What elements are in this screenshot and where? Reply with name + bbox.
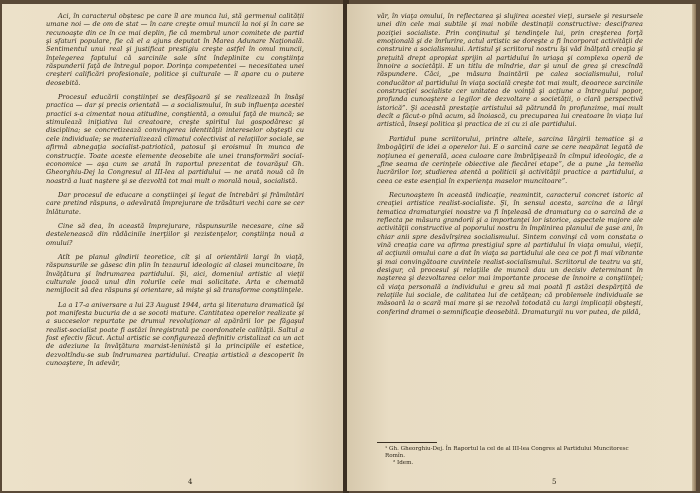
paragraph: Recunoaştem în această indicaţie, reamintit, caracterul concret istoric al creaţiei artistice realist-socialiste. Şi, în sensul acesta, sarcina de a lărgi tematica dramaturgiei noastre va fi înţeleasă de dramaturg ca o sarcină de a reflecta pe măsura grandorii şi a importanţei lor istorice, aspectele majore ale activităţii constructive al poporului nostru în împlinirea planului de şase ani, în chiar anii spre desăvîrşirea socialismului. Sintem convinşi că vom constata o vină creaţia care va afirma prestigiul spre al partidului în viaţa omului, vieţii, al acţiunii omului care a dat în viaţa sa partidului ale cea ce pot fi mai vibrante şi mai convingătoare cuvintele realist-socialismului. Scriitorul de teatru va şti, desigur, că procesul şi relaţiile de muncă dau un decisiv determinant în naşterea şi dezvoltarea celor mai importante procese de înnoire a conştiinţei; că viaţa personală a individului e greu să mai poată fi astăzi despărţită de relaţiile lui sociale, de calitatea lui de cetăţean; că problemele individuale se măsoară la o scară mai mare şi se rezolvă totodată cu largi implicaţii obşteşti, conferind dramei o semnificaţie deosebită. Dramaturgii nu vor putea, de pildă, (377, 190, 643, 316)
paragraph: Aci, în caracterul obștesc pe care îl are munca lui, stă germenul calității umane noi — de om de stat — în care creşte omul muncii la noi şi în care se recunoaşte din ce în ce mai deplin, fie că membrul unor comitete de partid şi sfaturi populare, fie că el a ajuns deputat în Marea Adunare Naţională. Sentimentul unui real şi justificat prestigiu creşte astfel în omul muncii, înţelegerea faptului că sarcinile sale sînt îndeplinite cu conştiinţa răspunderii faţă de întregul popor. Dorinţa competentei — necesitatea unei creşteri calificări profesionale, politice şi culturale — îl apare cu o putere deosebită. (46, 12, 304, 87)
footnotes (385, 446, 635, 467)
footnote: ¹ Gh. Gheorghiu-Dej. În Raportul la cel de al III-lea Congres al Partidului Muncitoresc Romîn. (385, 446, 629, 459)
paragraph: La a 17-a aniversare a lui 23 August 1944, arta şi literatura dramatică îşi pot manifesta bucuria de a se socoti mature. Cantitatea operelor realizate şi a succeselor repurtate pe drumul revoluţionar al apărării lor pe făgaşul realist-socialist poate fi astăzi înregistrată pe coordonatele calităţii. Saltul a fost efectiv făcut. Actul artistic se configurează definitiv cristalizat ca un act de adeziune la învăţătura marxist-leninistă şi la principiile ei estetice, dezvoltîndu-se sub îndrumarea partidului. Creaţia artistică a descoperit în cunoaştere, în adevăr, (46, 300, 304, 368)
footnote-rule (377, 442, 437, 443)
left-page-body (46, 12, 304, 367)
paragraph: Atît pe planul gîndirii teoretice, cît şi al orientării largi în viaţă, răspunsurile se găsesc din plin în tezaurul ideologic al clasei muncitoare, în învăţătura şi îndrumarea partidului. Şi, aici, domeniul artistic al vieţii culturale joacă unul din rolurile cele mai solicitate. Arta e chemată nemijlocit să dea răspuns şi orientare, să mişte şi să transforme conştiinţele. (46, 252, 304, 295)
paragraph: Procesul educării conştiinţei se desfăşoară şi se realizează în însăşi practica — dar şi precis orientată — a socialismului, în sub influenţa acestei practici s-a cimentat noua atitudine, conştientă, a omului faţă de muncă; se stimulează iniţiativa lui creatoare, creşte spiritul lui gospodăresc şi disciplina; se concretizează convingerea identităţii intereselor obşteşti cu cele individuale; se materializează climatul colectivist al relaţiilor sociale, se afirmă abnegaţia socialist-patriotică, patosul şi eroismul în munca de construcţie. Toate aceste elemente deosebite ale unei transformări social-economice — aşa cum se arată în raportul prezentat de tovarăşul Gh. Gheorghiu-Dej la Congresul al III-lea al partidului — ne arată nouă că în noastră a luat naştere şi se dezvoltă tot mai mult o morală nouă, socialistă. (46, 93, 304, 185)
page-number: 5 (552, 478, 557, 486)
footnote: ² Idem. (393, 460, 414, 466)
right-page (347, 4, 696, 491)
page-number: 4 (188, 478, 193, 486)
paragraph: Cine să dea, în această împrejurare, răspunsurile necesare, cine să destelenească din rădăcinile inerţiilor şi rezistenţelor, conştiinţa nouă a omului? (46, 221, 304, 247)
paragraph: Partidul pune scriitorului, printre altele, sarcina lărgirii tematice şi a îmbogăţirii de idei a operelor lui. E o sarcină care se cere neapărat legată de noţiunea ei generală, acea culoare care îmbrăţişează în cîmpul ideologic, de a „fine seama de cerinţele obiective ale fiecărei etape”, de a pune „la temelia lucrărilor lor, studierea atentă a politicii şi activităţii practice a partidului, a ceea ce este esenţial în experienţa maselor muncitoare”. (377, 134, 643, 185)
page-edge (692, 4, 696, 491)
paragraph: văr, în viaţa omului, în reflectarea şi slujirea acestei vieţi, sursele şi resursele unei din cele mai subtile şi mai nobile destinaţii constructive: descifrarea poziţiei socialiste. Prin conţinutul şi tendinţele lui, prin creşterea forţă emoţională şi de înrîurire, actul artistic se doreşte a fi încorporat activităţii de construire a socialismului. Artistul şi scriitorul nostru îşi văd înălţată creaţia şi preţuită drept apropiat sprijin al partidului în uriaşa şi complexa operă de înnoire a societăţii. E un titlu de mîndrie, dar şi unul de grea şi crescîndă răspundere. Căci, „pe măsura înaintării pe calea socialismului, rolul conducător al partidului în viaţa socială creşte tot mai mult, deoarece sarcinile construcţiei socialiste cer unitatea de voinţă şi acţiune a întregului popor, profunda cunoaştere a legilor de dezvoltare a societăţii, o clară perspectivă istorică”. Şi această prestaţie artistului să pătrundă în profunzime, mai mult decît a făcut-o pînă acum, să înoiască, cu precuparea lui creatoare în viaţa lui artistică, înseşi politica şi practica de zi cu zi ale partidului. (377, 12, 643, 129)
left-page (2, 4, 345, 491)
right-page-body (377, 12, 643, 316)
paragraph: Dar procesul de educare a conştiinţei şi legat de întrebări şi frămîntări care pretind răspuns, o adevărată împrejurare de trăsături vechi care se cer înlăturate. (46, 190, 304, 216)
